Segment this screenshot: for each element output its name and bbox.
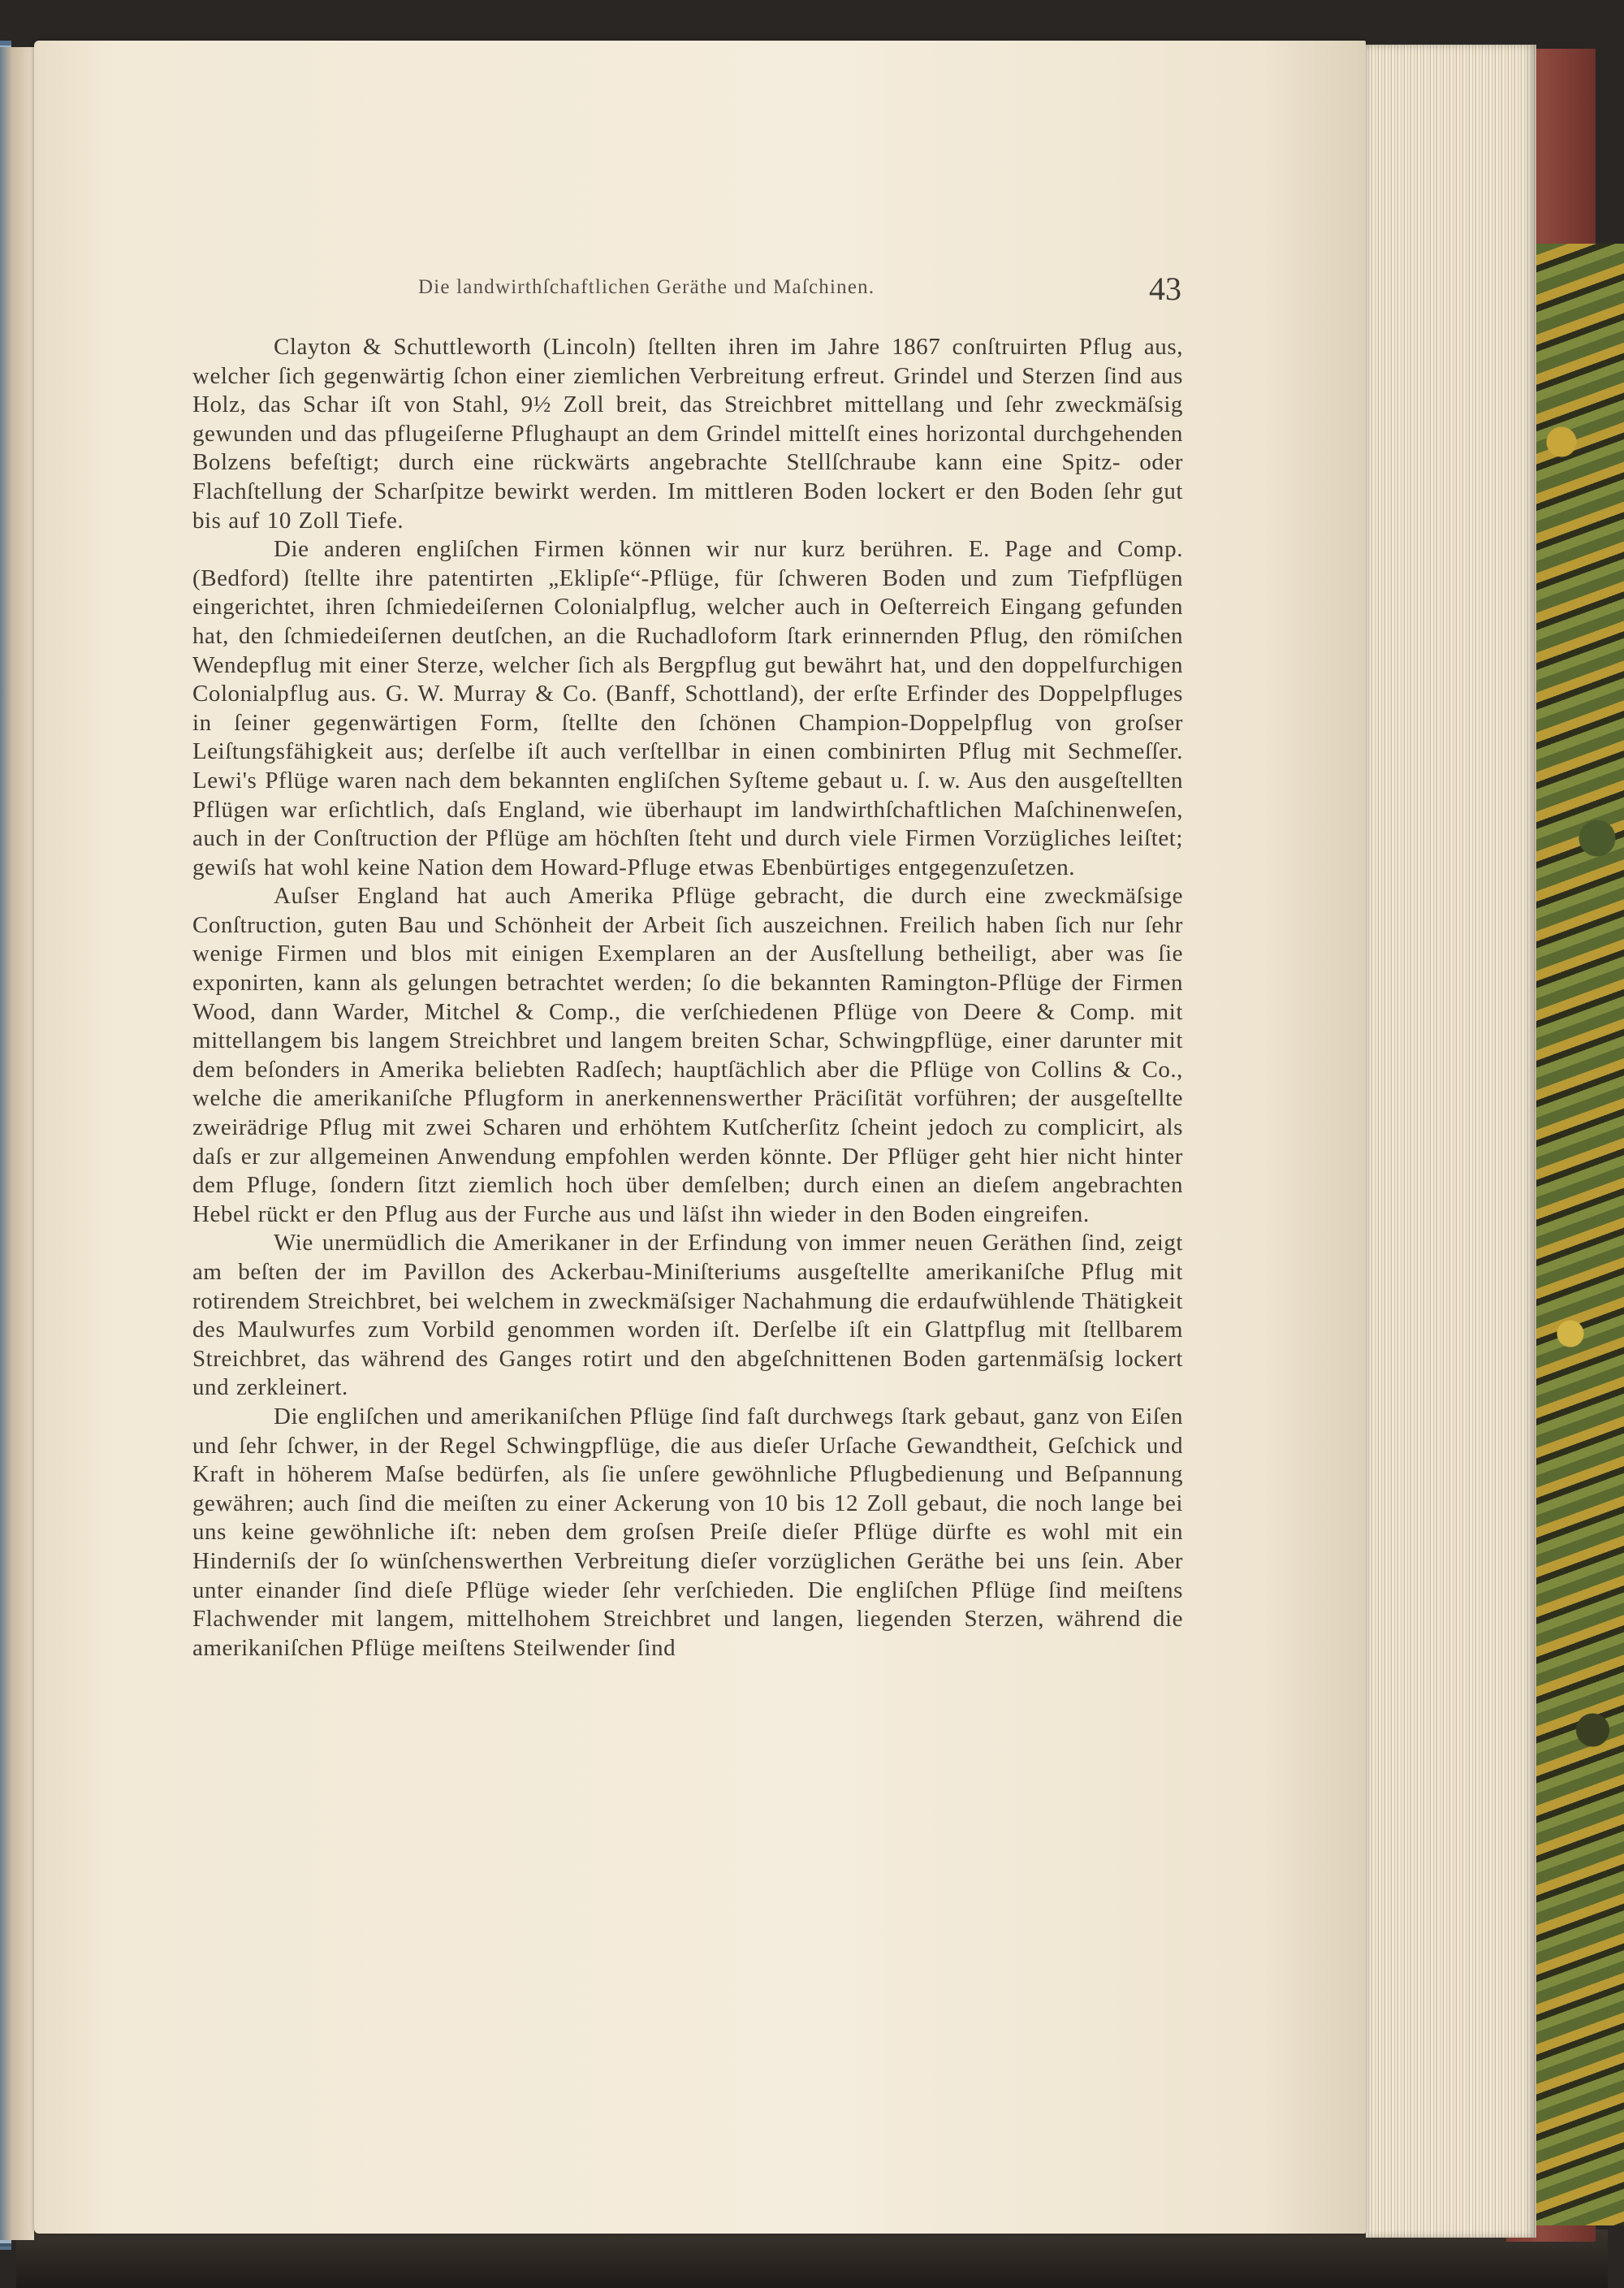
paragraph-1: Clayton & Schuttleworth (Lincoln) ſtellten ihren im Jahre 1867 conſtruirten Pflug aus, welcher ſich gegenwärtig ſchon einer ziemlichen Verbreitung erfreut. Grindel und Sterzen ſind aus Holz, das Schar iſt von Stahl, 9½ Zoll breit, das Streichbret mittellang und ſehr zweckmäſsig gewunden und das pflugeiſerne Pflughaupt an dem Grindel mittelſt eines horizontal durchgehenden Bolzens befeſtigt; durch eine rückwärts angebrachte Stellſchraube kann eine Spitz- oder Flachſtellung der Scharſpitze bewirkt werden. Im mittleren Boden lockert er den Boden ſehr gut bis auf 10 Zoll Tiefe. [192, 334, 1183, 534]
page-header [418, 270, 1181, 310]
paragraph-4: Wie unermüdlich die Amerikaner in der Erfindung von immer neuen Geräthen ſind, zeigt am beſten der im Pavillon des Ackerbau-Miniſteriums ausgeſtellte amerikaniſche Pflug mit rotirendem Streichbret, bei welchem in zweckmäſsiger Nachahmung die erdaufwühlende Thätigkeit des Maulwurfes zum Vorbild genommen worden iſt. Derſelbe iſt ein Glattpflug mit ſtellbarem Streichbret, das während des Ganges rotirt und den abgeſchnittenen Boden gartenmäſsig lockert und zerkleinert. [192, 1230, 1183, 1401]
paragraph-2: Die anderen engliſchen Firmen können wir nur kurz berühren. E. Page and Comp. (Bedford) ſtellte ihre patentirten „Eklipſe“-Pflüge, für ſchweren Boden und zum Tiefpflügen eingerichtet, ihren ſchmiedeiſernen Colonialpflug, welcher auch in Oeſterreich Eingang gefunden hat, den ſchmiedeiſernen deutſchen, an die Ruchadloform ſtark erinnernden Pflug, den römiſchen Wendepflug mit einer Sterze, welcher ſich als Bergpflug gut bewährt hat, und den doppelfurchigen Colonialpflug aus. G. W. Murray & Co. (Banff, Schottland), der erſte Erfinder des Doppelpfluges in ſeiner gegenwärtigen Form, ſtellte den ſchönen Champion-Doppelpflug von groſser Leiſtungsfähigkeit aus; derſelbe iſt auch verſtellbar in einen combinirten Pflug mit Sechmeſſer. Lewi's Pflüge waren nach dem bekannten engliſchen Syſteme gebaut u. ſ. w. Aus den ausgeſtellten Pflügen war erſichtlich, daſs England, wie überhaupt im landwirthſchaftlichen Maſchinenweſen, auch in der Conſtruction der Pflüge am höchſten ſteht und durch viele Firmen Vorzügliches leiſtet; gewiſs hat wohl keine Nation dem Howard-Pfluge etwas Ebenbürtiges entgegenzuſetzen. [192, 536, 1183, 880]
marbled-endpaper [1535, 244, 1624, 2225]
left-page-edge [0, 47, 34, 2240]
body-text [192, 333, 1183, 1663]
book-bottom-edge [16, 2230, 1608, 2288]
running-head: Die landwirthſchaftlichen Geräthe und Maſchinen. [418, 276, 875, 298]
page-block-edges [1366, 45, 1536, 2238]
paragraph-3: Auſser England hat auch Amerika Pflüge gebracht, die durch eine zweckmäſsige Conſtruction, guten Bau und Schönheit der Arbeit ſich auszeichnen. Freilich haben ſich nur ſehr wenige Firmen und blos mit einigen Exemplaren an der Ausſtellung betheiligt, aber was ſie exponirten, kann als gelungen betrachtet werden; ſo die bekannten Ramington-Pflüge der Firmen Wood, dann Warder, Mitchel & Comp., die verſchiedenen Pflüge von Deere & Comp. mit mittellangem bis langem Streichbret und langem breiten Schar, Schwingpflüge, einer darunter mit dem beſonders in Amerika beliebten Radſech; hauptſächlich aber die Pflüge von Collins & Co., welche die amerikaniſche Pflugform in anerkennenswerther Präciſität vorführen; der ausgeſtellte zweirädrige Pflug mit zwei Scharen und erhöhtem Kutſcherſitz ſcheint jedoch zu complicirt, als daſs er zur allgemeinen Anwendung empfohlen werden könnte. Der Pflüger geht hier nicht hinter dem Pfluge, ſondern ſitzt ziemlich hoch über demſelben; durch einen an dieſem angebrachten Hebel rückt er den Pflug aus der Furche aus und läſst ihn wieder in den Boden eingreifen. [192, 883, 1183, 1227]
page-number: 43 [1149, 270, 1181, 307]
paragraph-5: Die engliſchen und amerikaniſchen Pflüge ſind faſt durchwegs ſtark gebaut, ganz von Eiſen und ſehr ſchwer, in der Regel Schwingpflüge, die aus dieſer Urſache Gewandtheit, Geſchick und Kraft in höherem Maſse bedürfen, als ſie unſere gewöhnliche Pflugbedienung und Beſpannung gewähren; auch ſind die meiſten zu einer Ackerung von 10 bis 12 Zoll gebaut, die noch lange bei uns keine gewöhnliche iſt: neben dem groſsen Preiſe dieſer Pflüge dürfte es wohl mit ein Hinderniſs der ſo wünſchenswerthen Verbreitung dieſer vorzüglichen Geräthe bei uns ſein. Aber unter einander ſind dieſe Pflüge wieder ſehr verſchieden. Die engliſchen Pflüge ſind meiſtens Flachwender mit langem, mittelhohem Streichbret und langen, liegenden Sterzen, während die amerikaniſchen Pflüge meiſtens Steilwender ſind [192, 1403, 1183, 1661]
